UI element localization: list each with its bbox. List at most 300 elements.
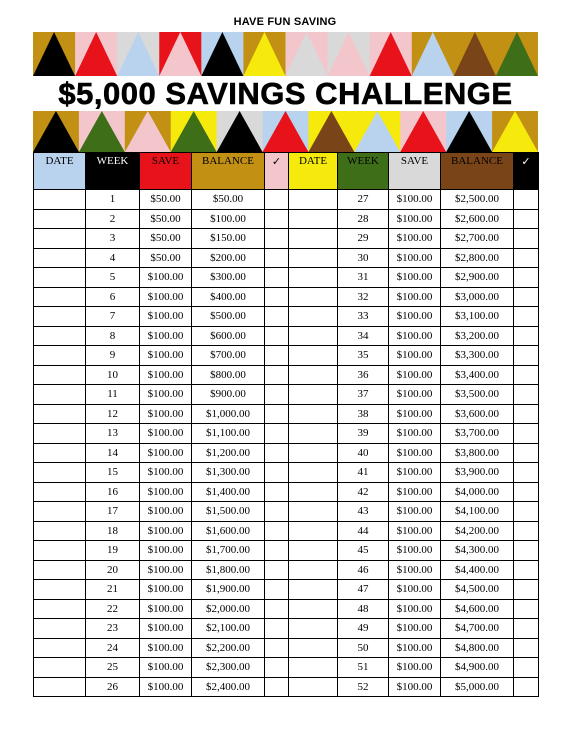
table-header-row (34, 153, 539, 190)
week-cell-left: 26 (86, 677, 140, 697)
checkbox-cell-right[interactable] (514, 560, 539, 580)
save-cell-left: $50.00 (140, 209, 192, 229)
week-cell-right: 47 (338, 580, 389, 600)
checkbox-cell-right[interactable] (514, 541, 539, 561)
balance-cell-left: $500.00 (192, 307, 265, 327)
balance-cell-right: $4,700.00 (441, 619, 514, 639)
week-cell-right: 46 (338, 560, 389, 580)
save-cell-right: $100.00 (389, 658, 441, 678)
table-row (34, 560, 539, 580)
save-cell-right: $100.00 (389, 307, 441, 327)
save-cell-right: $100.00 (389, 541, 441, 561)
save-cell-right: $100.00 (389, 482, 441, 502)
balance-cell-left: $50.00 (192, 190, 265, 210)
table-row (34, 482, 539, 502)
table-row (34, 326, 539, 346)
date-cell-left[interactable] (34, 638, 86, 658)
balance-cell-right: $4,100.00 (441, 502, 514, 522)
date-cell-right[interactable] (289, 365, 338, 385)
checkbox-cell-left[interactable] (265, 424, 289, 444)
save-cell-right: $100.00 (389, 677, 441, 697)
balance-cell-left: $200.00 (192, 248, 265, 268)
date-cell-right[interactable] (289, 619, 338, 639)
date-cell-left[interactable] (34, 424, 86, 444)
date-cell-left[interactable] (34, 560, 86, 580)
week-cell-left: 24 (86, 638, 140, 658)
date-cell-left[interactable] (34, 619, 86, 639)
week-cell-right: 45 (338, 541, 389, 561)
save-cell-right: $100.00 (389, 209, 441, 229)
date-cell-left[interactable] (34, 190, 86, 210)
save-cell-left: $100.00 (140, 638, 192, 658)
date-cell-left[interactable] (34, 385, 86, 405)
date-cell-right[interactable] (289, 599, 338, 619)
week-cell-left: 20 (86, 560, 140, 580)
date-cell-right[interactable] (289, 424, 338, 444)
date-cell-left[interactable] (34, 268, 86, 288)
date-cell-left[interactable] (34, 677, 86, 697)
triangle-banner-bottom (33, 111, 538, 152)
balance-cell-right: $3,000.00 (441, 287, 514, 307)
top-note: HAVE FUN SAVING (233, 16, 337, 28)
save-cell-left: $100.00 (140, 580, 192, 600)
checkbox-cell-left[interactable] (265, 229, 289, 249)
balance-cell-left: $2,100.00 (192, 619, 265, 639)
save-cell-right: $100.00 (389, 502, 441, 522)
date-cell-left[interactable] (34, 443, 86, 463)
checkbox-cell-left[interactable] (265, 638, 289, 658)
col-header-date-right: DATE (289, 153, 338, 190)
balance-cell-left: $300.00 (192, 268, 265, 288)
save-cell-left: $100.00 (140, 482, 192, 502)
balance-cell-left: $2,300.00 (192, 658, 265, 678)
date-cell-right[interactable] (289, 404, 338, 424)
save-cell-left: $100.00 (140, 326, 192, 346)
date-cell-left[interactable] (34, 346, 86, 366)
col-header-week-left: WEEK (86, 153, 140, 190)
checkbox-cell-left[interactable] (265, 502, 289, 522)
date-cell-right[interactable] (289, 287, 338, 307)
checkbox-cell-left[interactable] (265, 268, 289, 288)
checkbox-cell-right[interactable] (514, 443, 539, 463)
week-cell-left: 14 (86, 443, 140, 463)
save-cell-left: $100.00 (140, 658, 192, 678)
checkbox-cell-right[interactable] (514, 346, 539, 366)
balance-cell-right: $3,600.00 (441, 404, 514, 424)
save-cell-left: $100.00 (140, 268, 192, 288)
save-cell-left: $100.00 (140, 560, 192, 580)
checkbox-cell-right[interactable] (514, 209, 539, 229)
checkbox-cell-right[interactable] (514, 580, 539, 600)
triangle-banner-top-graphic (33, 32, 538, 76)
save-cell-left: $100.00 (140, 443, 192, 463)
save-cell-right: $100.00 (389, 463, 441, 483)
balance-cell-left: $1,200.00 (192, 443, 265, 463)
date-cell-right[interactable] (289, 443, 338, 463)
checkbox-cell-right[interactable] (514, 326, 539, 346)
checkbox-cell-right[interactable] (514, 424, 539, 444)
checkbox-cell-left[interactable] (265, 365, 289, 385)
save-cell-right: $100.00 (389, 248, 441, 268)
checkbox-cell-right[interactable] (514, 268, 539, 288)
week-cell-right: 39 (338, 424, 389, 444)
week-cell-left: 7 (86, 307, 140, 327)
date-cell-left[interactable] (34, 463, 86, 483)
col-header-save-left: SAVE (140, 153, 192, 190)
table-row (34, 541, 539, 561)
save-cell-right: $100.00 (389, 365, 441, 385)
save-cell-right: $100.00 (389, 443, 441, 463)
week-cell-left: 9 (86, 346, 140, 366)
balance-cell-right: $4,800.00 (441, 638, 514, 658)
table-row (34, 599, 539, 619)
date-cell-right[interactable] (289, 560, 338, 580)
date-cell-right[interactable] (289, 346, 338, 366)
week-cell-left: 16 (86, 482, 140, 502)
checkbox-cell-right[interactable] (514, 521, 539, 541)
col-header-balance-left: BALANCE (192, 153, 265, 190)
checkbox-cell-right[interactable] (514, 502, 539, 522)
balance-cell-left: $1,800.00 (192, 560, 265, 580)
checkbox-cell-left[interactable] (265, 443, 289, 463)
date-cell-left[interactable] (34, 365, 86, 385)
balance-cell-right: $4,900.00 (441, 658, 514, 678)
table-row (34, 248, 539, 268)
col-header-save-right: SAVE (389, 153, 441, 190)
save-cell-right: $100.00 (389, 404, 441, 424)
checkbox-cell-left[interactable] (265, 658, 289, 678)
title-band (33, 76, 538, 111)
date-cell-left[interactable] (34, 307, 86, 327)
week-cell-right: 48 (338, 599, 389, 619)
checkbox-cell-left[interactable] (265, 599, 289, 619)
checkbox-cell-right[interactable] (514, 658, 539, 678)
table-row (34, 365, 539, 385)
week-cell-left: 1 (86, 190, 140, 210)
table-row (34, 638, 539, 658)
week-cell-left: 19 (86, 541, 140, 561)
date-cell-left[interactable] (34, 502, 86, 522)
week-cell-right: 37 (338, 385, 389, 405)
save-cell-right: $100.00 (389, 268, 441, 288)
balance-cell-left: $1,900.00 (192, 580, 265, 600)
col-header-check-right: ✓ (514, 153, 539, 190)
table-row (34, 502, 539, 522)
checkbox-cell-left[interactable] (265, 560, 289, 580)
date-cell-right[interactable] (289, 580, 338, 600)
balance-cell-right: $3,700.00 (441, 424, 514, 444)
balance-cell-right: $2,900.00 (441, 268, 514, 288)
table-row (34, 209, 539, 229)
week-cell-right: 44 (338, 521, 389, 541)
balance-cell-right: $4,600.00 (441, 599, 514, 619)
triangle-banner-bottom-graphic (33, 111, 538, 152)
balance-cell-left: $2,000.00 (192, 599, 265, 619)
week-cell-right: 35 (338, 346, 389, 366)
col-header-check-left: ✓ (265, 153, 289, 190)
save-cell-left: $100.00 (140, 346, 192, 366)
balance-cell-right: $3,100.00 (441, 307, 514, 327)
date-cell-right[interactable] (289, 677, 338, 697)
date-cell-right[interactable] (289, 385, 338, 405)
week-cell-left: 2 (86, 209, 140, 229)
checkbox-cell-right[interactable] (514, 677, 539, 697)
balance-cell-left: $1,700.00 (192, 541, 265, 561)
week-cell-right: 36 (338, 365, 389, 385)
date-cell-left[interactable] (34, 404, 86, 424)
checkbox-cell-right[interactable] (514, 404, 539, 424)
checkbox-cell-left[interactable] (265, 482, 289, 502)
date-cell-right[interactable] (289, 268, 338, 288)
checkbox-cell-right[interactable] (514, 482, 539, 502)
checkbox-cell-left[interactable] (265, 307, 289, 327)
checkbox-cell-left[interactable] (265, 190, 289, 210)
table-row (34, 521, 539, 541)
balance-cell-right: $4,400.00 (441, 560, 514, 580)
date-cell-left[interactable] (34, 599, 86, 619)
week-cell-left: 21 (86, 580, 140, 600)
checkbox-cell-left[interactable] (265, 248, 289, 268)
checkbox-cell-left[interactable] (265, 541, 289, 561)
page-title: $5,000 SAVINGS CHALLENGE (58, 76, 513, 111)
save-cell-right: $100.00 (389, 229, 441, 249)
checkbox-cell-right[interactable] (514, 229, 539, 249)
date-cell-right[interactable] (289, 638, 338, 658)
table-row (34, 677, 539, 697)
save-cell-left: $100.00 (140, 424, 192, 444)
balance-cell-left: $900.00 (192, 385, 265, 405)
week-cell-right: 28 (338, 209, 389, 229)
balance-cell-left: $2,400.00 (192, 677, 265, 697)
checkbox-cell-right[interactable] (514, 385, 539, 405)
col-header-week-right: WEEK (338, 153, 389, 190)
balance-cell-right: $3,500.00 (441, 385, 514, 405)
checkbox-cell-right[interactable] (514, 463, 539, 483)
save-cell-right: $100.00 (389, 619, 441, 639)
table-row (34, 346, 539, 366)
table-row (34, 619, 539, 639)
balance-cell-right: $2,800.00 (441, 248, 514, 268)
balance-cell-left: $150.00 (192, 229, 265, 249)
week-cell-left: 8 (86, 326, 140, 346)
week-cell-right: 34 (338, 326, 389, 346)
save-cell-left: $100.00 (140, 677, 192, 697)
balance-cell-right: $2,600.00 (441, 209, 514, 229)
save-cell-left: $100.00 (140, 365, 192, 385)
date-cell-left[interactable] (34, 658, 86, 678)
table-row (34, 658, 539, 678)
date-cell-right[interactable] (289, 326, 338, 346)
save-cell-right: $100.00 (389, 424, 441, 444)
balance-cell-right: $2,700.00 (441, 229, 514, 249)
date-cell-left[interactable] (34, 209, 86, 229)
balance-cell-left: $1,100.00 (192, 424, 265, 444)
table-row (34, 268, 539, 288)
table-row (34, 463, 539, 483)
balance-cell-right: $4,000.00 (441, 482, 514, 502)
save-cell-right: $100.00 (389, 599, 441, 619)
savings-table (33, 152, 539, 697)
save-cell-left: $100.00 (140, 541, 192, 561)
checkbox-cell-left[interactable] (265, 404, 289, 424)
week-cell-right: 29 (338, 229, 389, 249)
date-cell-right[interactable] (289, 521, 338, 541)
week-cell-left: 23 (86, 619, 140, 639)
checkbox-cell-left[interactable] (265, 326, 289, 346)
checkbox-cell-right[interactable] (514, 307, 539, 327)
save-cell-right: $100.00 (389, 326, 441, 346)
balance-cell-left: $1,500.00 (192, 502, 265, 522)
date-cell-left[interactable] (34, 541, 86, 561)
week-cell-right: 50 (338, 638, 389, 658)
table-row (34, 385, 539, 405)
week-cell-left: 10 (86, 365, 140, 385)
checkbox-cell-right[interactable] (514, 190, 539, 210)
week-cell-left: 13 (86, 424, 140, 444)
week-cell-right: 41 (338, 463, 389, 483)
week-cell-right: 32 (338, 287, 389, 307)
week-cell-left: 5 (86, 268, 140, 288)
save-cell-left: $100.00 (140, 463, 192, 483)
col-header-balance-right: BALANCE (441, 153, 514, 190)
balance-cell-left: $600.00 (192, 326, 265, 346)
col-header-date-left: DATE (34, 153, 86, 190)
checkbox-cell-right[interactable] (514, 248, 539, 268)
checkbox-cell-left[interactable] (265, 463, 289, 483)
week-cell-left: 12 (86, 404, 140, 424)
week-cell-right: 31 (338, 268, 389, 288)
week-cell-right: 40 (338, 443, 389, 463)
week-cell-right: 51 (338, 658, 389, 678)
save-cell-right: $100.00 (389, 580, 441, 600)
checkbox-cell-right[interactable] (514, 619, 539, 639)
week-cell-left: 6 (86, 287, 140, 307)
checkbox-cell-left[interactable] (265, 677, 289, 697)
balance-cell-right: $2,500.00 (441, 190, 514, 210)
save-cell-left: $100.00 (140, 599, 192, 619)
week-cell-left: 3 (86, 229, 140, 249)
week-cell-right: 49 (338, 619, 389, 639)
week-cell-right: 27 (338, 190, 389, 210)
save-cell-right: $100.00 (389, 287, 441, 307)
checkbox-cell-left[interactable] (265, 346, 289, 366)
week-cell-left: 4 (86, 248, 140, 268)
checkbox-cell-left[interactable] (265, 521, 289, 541)
balance-cell-left: $700.00 (192, 346, 265, 366)
balance-cell-left: $400.00 (192, 287, 265, 307)
save-cell-left: $100.00 (140, 385, 192, 405)
week-cell-left: 15 (86, 463, 140, 483)
week-cell-right: 33 (338, 307, 389, 327)
date-cell-left[interactable] (34, 287, 86, 307)
checkbox-cell-left[interactable] (265, 385, 289, 405)
balance-cell-left: $1,000.00 (192, 404, 265, 424)
save-cell-right: $100.00 (389, 190, 441, 210)
balance-cell-left: $1,600.00 (192, 521, 265, 541)
date-cell-right[interactable] (289, 482, 338, 502)
save-cell-left: $100.00 (140, 307, 192, 327)
date-cell-left[interactable] (34, 521, 86, 541)
save-cell-left: $50.00 (140, 229, 192, 249)
save-cell-right: $100.00 (389, 346, 441, 366)
week-cell-right: 43 (338, 502, 389, 522)
date-cell-left[interactable] (34, 580, 86, 600)
date-cell-right[interactable] (289, 190, 338, 210)
table-row (34, 404, 539, 424)
week-cell-right: 30 (338, 248, 389, 268)
balance-cell-right: $4,500.00 (441, 580, 514, 600)
table-row (34, 443, 539, 463)
checkbox-cell-left[interactable] (265, 619, 289, 639)
balance-cell-right: $3,200.00 (441, 326, 514, 346)
balance-cell-left: $800.00 (192, 365, 265, 385)
week-cell-left: 17 (86, 502, 140, 522)
date-cell-left[interactable] (34, 482, 86, 502)
table-row (34, 287, 539, 307)
balance-cell-right: $3,300.00 (441, 346, 514, 366)
save-cell-left: $50.00 (140, 190, 192, 210)
save-cell-right: $100.00 (389, 521, 441, 541)
date-cell-right[interactable] (289, 658, 338, 678)
save-cell-right: $100.00 (389, 638, 441, 658)
balance-cell-right: $4,200.00 (441, 521, 514, 541)
balance-cell-right: $3,400.00 (441, 365, 514, 385)
week-cell-left: 25 (86, 658, 140, 678)
checkbox-cell-left[interactable] (265, 580, 289, 600)
date-cell-right[interactable] (289, 209, 338, 229)
save-cell-left: $50.00 (140, 248, 192, 268)
date-cell-right[interactable] (289, 307, 338, 327)
date-cell-right[interactable] (289, 463, 338, 483)
checkbox-cell-right[interactable] (514, 287, 539, 307)
save-cell-left: $100.00 (140, 404, 192, 424)
week-cell-left: 22 (86, 599, 140, 619)
balance-cell-left: $1,300.00 (192, 463, 265, 483)
save-cell-right: $100.00 (389, 560, 441, 580)
balance-cell-left: $1,400.00 (192, 482, 265, 502)
triangle-banner-top (33, 32, 538, 76)
date-cell-right[interactable] (289, 248, 338, 268)
date-cell-left[interactable] (34, 326, 86, 346)
save-cell-right: $100.00 (389, 385, 441, 405)
week-cell-right: 52 (338, 677, 389, 697)
week-cell-right: 38 (338, 404, 389, 424)
date-cell-right[interactable] (289, 541, 338, 561)
date-cell-left[interactable] (34, 248, 86, 268)
date-cell-right[interactable] (289, 502, 338, 522)
table-row (34, 424, 539, 444)
save-cell-left: $100.00 (140, 287, 192, 307)
date-cell-left[interactable] (34, 229, 86, 249)
balance-cell-right: $3,900.00 (441, 463, 514, 483)
balance-cell-left: $100.00 (192, 209, 265, 229)
week-cell-right: 42 (338, 482, 389, 502)
checkbox-cell-right[interactable] (514, 599, 539, 619)
balance-cell-left: $2,200.00 (192, 638, 265, 658)
checkbox-cell-right[interactable] (514, 638, 539, 658)
checkbox-cell-right[interactable] (514, 365, 539, 385)
checkbox-cell-left[interactable] (265, 209, 289, 229)
table-row (34, 190, 539, 210)
balance-cell-right: $5,000.00 (441, 677, 514, 697)
table-row (34, 307, 539, 327)
save-cell-left: $100.00 (140, 521, 192, 541)
checkbox-cell-left[interactable] (265, 287, 289, 307)
balance-cell-right: $3,800.00 (441, 443, 514, 463)
week-cell-left: 18 (86, 521, 140, 541)
table-row (34, 229, 539, 249)
date-cell-right[interactable] (289, 229, 338, 249)
